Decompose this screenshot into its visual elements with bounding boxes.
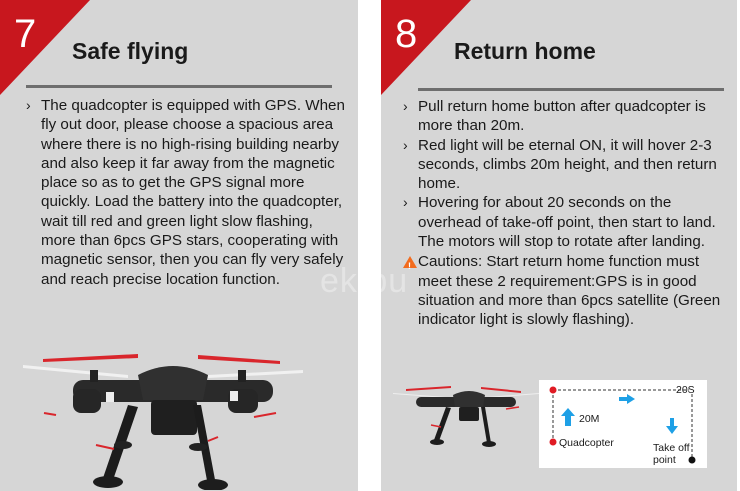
section-body xyxy=(403,97,733,330)
return-home-diagram xyxy=(539,380,707,468)
height-label: 20M xyxy=(579,413,600,425)
chevron-right-icon: › xyxy=(403,98,408,114)
list-item xyxy=(403,136,733,194)
divider xyxy=(418,88,724,91)
caution-note xyxy=(403,252,733,329)
quadcopter-image xyxy=(391,383,541,448)
chevron-right-icon: › xyxy=(403,136,408,153)
quadcopter-image xyxy=(18,345,318,490)
list-item xyxy=(403,97,733,136)
divider xyxy=(26,85,332,88)
takeoff-label: Take off xyxy=(653,442,690,454)
hover-time-label: 20S xyxy=(676,384,695,396)
caution-text: Cautions: Start return home function must meet these 2 requirement:GPS is in good situation and more than 6pcs satellite (Green indicator light is slowly flashing). xyxy=(418,253,721,329)
section-body xyxy=(26,96,351,289)
list-item-text: The quadcopter is equipped with GPS. When fly out door, please choose a spacious area where there is no high-rising building nearby and also keep it far away from the magnetic place so as to get the GPS signal more quickly. Load the battery into the quadcopter, wait till red and green light slow flashing, more than 6pcs GPS stars, cooperating with magnetic sensor, then you can fly very safely and reach precise location function. xyxy=(41,97,345,288)
section-number: 7 xyxy=(14,12,37,56)
start-label: Quadcopter xyxy=(559,437,614,449)
section-title: Safe flying xyxy=(72,38,189,64)
section-safe-flying xyxy=(0,0,358,491)
list-item-text: Pull return home button after quadcopter is more than 20m. xyxy=(418,98,706,135)
section-title: Return home xyxy=(454,38,596,64)
list-item-text: Red light will be eternal ON, it will hover 2-3 seconds, climbs 20m height, and then return home. xyxy=(418,136,717,193)
list-item xyxy=(403,193,733,251)
chevron-right-icon: › xyxy=(26,97,31,113)
list-item-text: Hovering for about 20 seconds on the overhead of take-off point, then start to land. The motors will stop to rotate after landing. xyxy=(418,194,716,251)
section-number: 8 xyxy=(395,12,418,56)
section-return-home xyxy=(381,0,737,491)
chevron-right-icon: › xyxy=(403,194,408,211)
list-item xyxy=(26,96,351,289)
takeoff-label-2: point xyxy=(653,454,676,466)
watermark: ektbu xyxy=(320,262,409,300)
